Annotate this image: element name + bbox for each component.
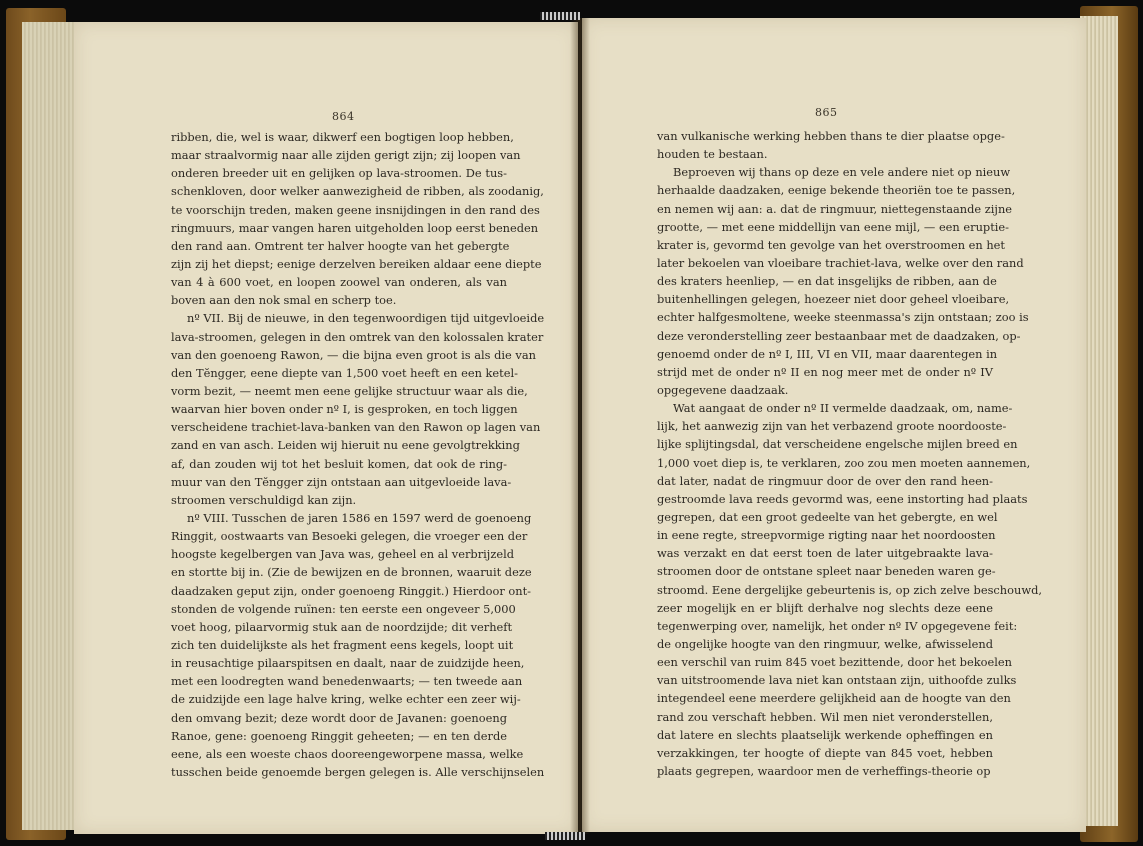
- text-line: van vulkanische werking hebben thans te dier plaatse opge-: [657, 129, 1005, 143]
- text-line: later bekoelen van vloeibare trachiet-lava, welke over den rand: [657, 255, 1024, 270]
- text-line: schenkloven, door welker aanwezigheid de ribben, als zoodanig,: [171, 184, 544, 199]
- text-line: integendeel eene meerdere gelijkheid aan de hoogte van den: [657, 691, 1011, 706]
- left-page-text: [171, 128, 545, 781]
- text-line: deze veronderstelling zeer bestaanbaar met de daadzaken, op-: [657, 328, 1021, 343]
- text-line: hoogste kegelbergen van Java was, geheel en al verbrijzeld: [171, 547, 515, 562]
- text-line: voet hoog, pilaarvormig stuk aan de noordzijde; dit verheft: [171, 619, 513, 634]
- text-line: de ongelijke hoogte van den ringmuur, welke, afwisselend: [657, 636, 993, 651]
- text-line: rand zou verschaft hebben. Wil men niet veronderstellen,: [657, 709, 993, 724]
- right-page: [582, 18, 1086, 832]
- text-line: dat later, nadat de ringmuur door de over den rand heen-: [657, 473, 993, 488]
- text-line: daadzaken geput zijn, onder goenoeng Ringgit.) Hierdoor ont-: [171, 583, 532, 598]
- text-line: met een loodregten wand benedenwaarts; — ten tweede aan: [171, 674, 523, 689]
- text-line: herhaalde daadzaken, eenige bekende theoriën toe te passen,: [657, 183, 1016, 198]
- text-line: zijn zij het diepst; eenige derzelven bereiken aldaar eene diepte: [171, 256, 542, 271]
- text-line: van den goenoeng Rawon, — die bijna even groot is als die van: [171, 347, 536, 362]
- text-line: stroomd. Eene dergelijke gebeurtenis is, op zich zelve beschouwd,: [657, 582, 1042, 597]
- text-line: ringmuurs, maar vangen haren uitgeholden loop eerst beneden: [171, 220, 539, 235]
- text-line: verscheidene trachiet-lava-banken van den Rawon op lagen van: [171, 420, 541, 435]
- text-line: een verschil van ruim 845 voet bezittende, door het bekoelen: [657, 655, 1012, 670]
- text-line: zeer mogelijk en er blijft derhalve nog slechts deze eene: [657, 600, 993, 615]
- text-line: genoemd onder de nº I, III, VI en VII, maar daarentegen in: [657, 346, 998, 361]
- footband: [545, 832, 585, 840]
- text-line: nº VIII. Tusschen de jaren 1586 en 1597 werd de goenoeng: [187, 510, 532, 525]
- text-line: gegrepen, dat een groot gedeelte van het gebergte, en wel: [657, 509, 998, 524]
- text-line: te voorschijn treden, maken geene insnijdingen in den rand des: [171, 202, 540, 217]
- text-line: en nemen wij aan: a. dat de ringmuur, niettegenstaande zijne: [657, 201, 1013, 216]
- text-line: echter halfgesmoltene, weeke steenmassa's zijn ontstaan; zoo is: [657, 310, 1029, 325]
- text-line: lava-stroomen, gelegen in den omtrek van den kolossalen krater: [171, 329, 544, 344]
- text-line: muur van den Tĕngger zijn ontstaan aan uitgevloeide lava-: [171, 474, 512, 489]
- text-line: van uitstroomende lava niet kan ontstaan zijn, uithoofde zulks: [657, 673, 1017, 688]
- text-line: af, dan zouden wij tot het besluit komen, dat ook de ring-: [171, 456, 507, 471]
- text-line: krater is, gevormd ten gevolge van het overstroomen en het: [657, 237, 1006, 252]
- text-line: gestroomde lava reeds gevormd was, eene instorting had plaats: [657, 491, 1028, 506]
- text-line: strijd met de onder nº II en nog meer met de onder nº IV: [657, 364, 993, 379]
- headband: [540, 12, 580, 20]
- text-line: stroomen door de ontstane spleet naar beneden waren ge-: [657, 564, 996, 579]
- text-line: grootte, — met eene middellijn van eene mijl, — een eruptie-: [657, 219, 1010, 234]
- text-line: boven aan den nok smal en scherp toe.: [171, 293, 397, 308]
- text-line: nº VII. Bij de nieuwe, in den tegenwoordigen tijd uitgevloeide: [187, 311, 545, 326]
- text-line: stonden de volgende ruïnen: ten eerste een ongeveer 5,000: [171, 601, 516, 616]
- text-line: Ringgit, oostwaarts van Besoeki gelegen, die vroeger een der: [171, 529, 528, 544]
- text-line: houden te bestaan.: [657, 147, 768, 162]
- text-line: lijke splijtingsdal, dat verscheidene engelsche mijlen breed en: [657, 437, 1018, 452]
- text-line: ribben, die, wel is waar, dikwerf een bogtigen loop hebben,: [171, 130, 514, 144]
- left-page-number: 864: [332, 110, 355, 123]
- text-line: des kraters heenliep, — en dat insgelijks de ribben, aan de: [657, 274, 997, 289]
- text-line: 1,000 voet diep is, te verklaren, zoo zou men moeten aannemen,: [657, 455, 1031, 470]
- text-line: vorm bezit, — neemt men eene gelijke structuur waar als die,: [171, 383, 528, 398]
- text-line: dat latere en slechts plaatselijk werkende opheffingen en: [657, 727, 993, 742]
- book-gutter: [570, 18, 590, 834]
- text-line: den omvang bezit; deze wordt door de Javanen: goenoeng: [171, 710, 507, 725]
- text-line: maar straalvormig naar alle zijden gerigt zijn; zij loopen van: [171, 148, 521, 163]
- text-line: Ranoe, gene: goenoeng Ringgit geheeten; — en ten derde: [171, 728, 507, 743]
- text-line: stroomen verschuldigd kan zijn.: [171, 492, 357, 507]
- text-line: waarvan hier boven onder nº I, is gesproken, en toch liggen: [171, 402, 518, 417]
- text-line: Wat aangaat de onder nº II vermelde daadzaak, om, name-: [673, 401, 1013, 416]
- text-line: tusschen beide genoemde bergen gelegen is. Alle verschijnselen: [171, 764, 545, 779]
- text-line: lijk, het aanwezig zijn van het verbazend groote noordooste-: [657, 419, 1007, 434]
- text-line: verzakkingen, ter hoogte of diepte van 845 voet, hebben: [657, 745, 993, 760]
- text-line: en stortte bij in. (Zie de bewijzen en de bronnen, waaruit deze: [171, 565, 532, 580]
- text-line: buitenhellingen gelegen, hoezeer niet door geheel vloeibare,: [657, 292, 1010, 307]
- text-line: den rand aan. Omtrent ter halver hoogte van het gebergte: [171, 238, 510, 253]
- text-line: eene, als een woeste chaos dooreengeworpene massa, welke: [171, 746, 524, 761]
- text-line: opgegevene daadzaak.: [657, 382, 789, 397]
- text-line: de zuidzijde een lage halve kring, welke echter een zeer wij-: [171, 692, 521, 707]
- page-edges-left: [22, 22, 82, 830]
- text-line: den Tĕngger, eene diepte van 1,500 voet heeft en een ketel-: [171, 365, 518, 380]
- text-line: tegenwerping over, namelijk, het onder nº IV opgegevene feit:: [657, 618, 1018, 633]
- text-line: in eene regte, streepvormige rigting naar het noordoosten: [657, 528, 996, 543]
- text-line: in reusachtige pilaarspitsen en daalt, naar de zuidzijde heen,: [171, 656, 525, 671]
- right-page-text: [657, 127, 1042, 780]
- text-line: Beproeven wij thans op deze en vele andere niet op nieuw: [673, 165, 1011, 180]
- text-line: plaats gegrepen, waardoor men de verheffings-theorie op: [657, 763, 991, 778]
- text-line: zich ten duidelijkste als het fragment eens kegels, loopt uit: [171, 637, 514, 652]
- text-line: van 4 à 600 voet, en loopen zoowel van onderen, als van: [171, 275, 507, 290]
- right-page-number: 865: [815, 106, 838, 119]
- text-line: onderen breeder uit en gelijken op lava-stroomen. De tus-: [171, 166, 507, 181]
- text-line: was verzakt en dat eerst toen de later uitgebraakte lava-: [657, 546, 993, 561]
- text-line: zand en van asch. Leiden wij hieruit nu eene gevolgtrekking: [171, 438, 520, 453]
- left-page: [74, 22, 578, 834]
